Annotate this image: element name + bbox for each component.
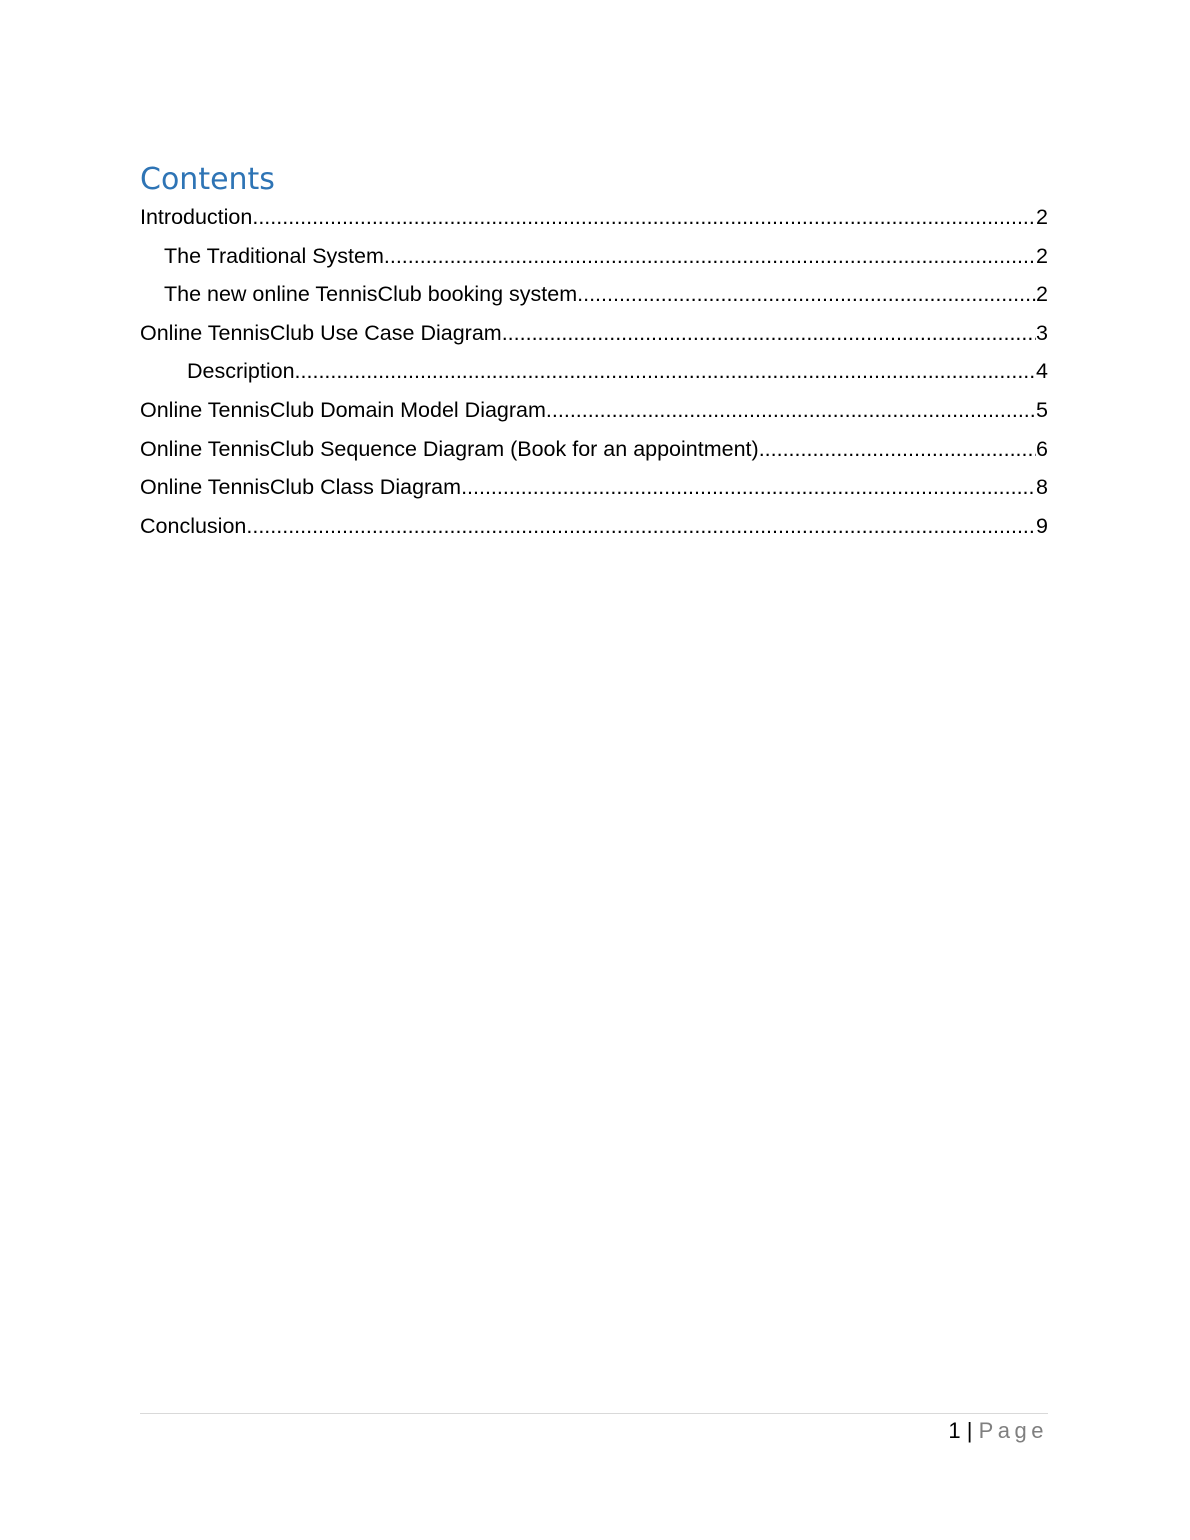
toc-entry-page: 2 bbox=[1036, 243, 1048, 268]
toc-entry-page: 4 bbox=[1036, 359, 1048, 384]
footer-separator: | bbox=[966, 1418, 973, 1443]
toc-entry-page: 6 bbox=[1036, 436, 1048, 461]
toc-dot-leader bbox=[759, 430, 1036, 469]
toc-dot-leader bbox=[502, 314, 1036, 353]
toc-entry-page: 8 bbox=[1036, 475, 1048, 500]
toc-entry-introduction[interactable] bbox=[140, 198, 1048, 237]
toc-entry-page: 3 bbox=[1036, 320, 1048, 345]
footer-page-number: 1 bbox=[948, 1418, 961, 1443]
toc-entry-text: Online TennisClub Class Diagram bbox=[140, 475, 462, 500]
toc-dot-leader bbox=[252, 198, 1036, 237]
toc-dot-leader bbox=[546, 391, 1036, 430]
toc-entry-text: Description bbox=[187, 359, 295, 384]
toc-entry-page: 2 bbox=[1036, 205, 1048, 229]
toc-list bbox=[140, 198, 1048, 545]
toc-entry-traditional-system[interactable] bbox=[140, 237, 1048, 276]
toc-entry-use-case-diagram[interactable] bbox=[140, 314, 1048, 353]
footer-page-label: Page bbox=[978, 1418, 1048, 1443]
toc-entry-text: Introduction bbox=[140, 205, 253, 229]
toc-entry-domain-model-diagram[interactable] bbox=[140, 391, 1048, 430]
toc-entry-page: 5 bbox=[1036, 397, 1048, 422]
toc-entry-new-booking-system[interactable] bbox=[140, 275, 1048, 314]
toc-entry-text: Online TennisClub Domain Model Diagram bbox=[140, 397, 546, 422]
toc-entry-description[interactable] bbox=[140, 352, 1048, 391]
footer-divider bbox=[140, 1413, 1048, 1414]
toc-dot-leader bbox=[577, 275, 1036, 314]
toc-entry-class-diagram[interactable] bbox=[140, 468, 1048, 507]
toc-entry-page: 9 bbox=[1036, 513, 1048, 538]
toc-entry-page: 2 bbox=[1036, 282, 1048, 307]
toc-dot-leader bbox=[461, 468, 1036, 507]
toc-entry-text: Online TennisClub Sequence Diagram (Book for an appointment) bbox=[140, 436, 759, 461]
toc-dot-leader bbox=[384, 237, 1036, 276]
toc-title: Contents bbox=[140, 162, 275, 197]
toc-entry-sequence-diagram[interactable] bbox=[140, 430, 1048, 469]
page-footer bbox=[948, 1416, 1048, 1446]
toc-entry-text: The Traditional System bbox=[164, 243, 384, 268]
toc-entry-text: Online TennisClub Use Case Diagram bbox=[140, 320, 502, 345]
toc-dot-leader bbox=[246, 507, 1036, 546]
toc-dot-leader bbox=[295, 352, 1036, 391]
toc-entry-conclusion[interactable] bbox=[140, 507, 1048, 546]
toc-entry-text: The new online TennisClub booking system bbox=[164, 282, 578, 307]
toc-entry-text: Conclusion bbox=[140, 513, 247, 538]
